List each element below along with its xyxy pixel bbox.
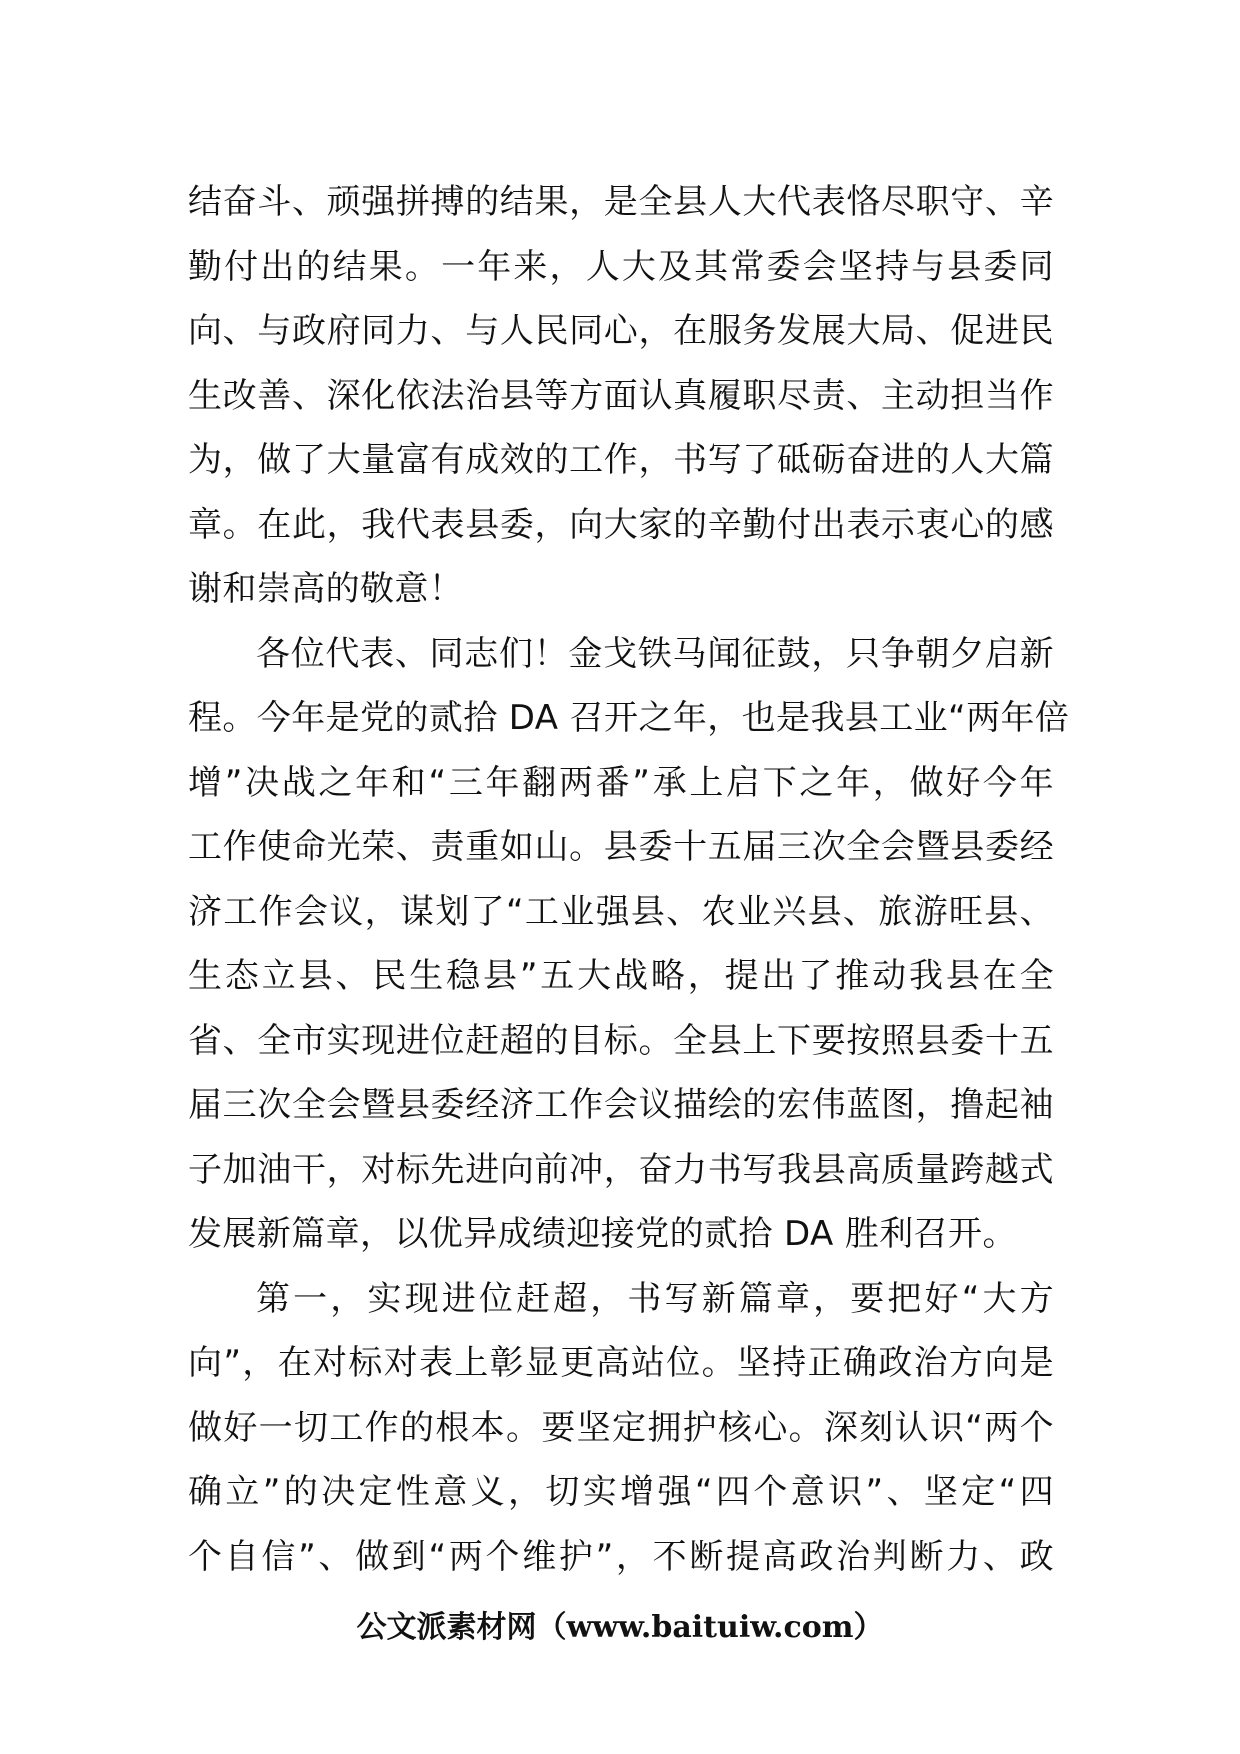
text-line: 向、与政府同力、与人民同心，在服务发展大局、促进民 — [188, 311, 1054, 351]
text-line: 子加油干，对标先进向前冲，奋力书写我县高质量跨越式 — [188, 1149, 1054, 1190]
text-line: 谢和崇高的敬意！ — [188, 569, 464, 609]
text-line: 为，做了大量富有成效的工作，书写了砥砺奋进的人大篇 — [188, 440, 1054, 480]
text-line: 届三次全会暨县委经济工作会议描绘的宏伟蓝图，撸起袖 — [188, 1085, 1054, 1125]
text-line: 发展新篇章，以优异成绩迎接党的贰拾 DA 胜利召开。 — [188, 1214, 1017, 1254]
document-body — [188, 170, 1070, 1589]
footer-watermark: 公文派素材网（www.baituiw.com） — [356, 1610, 884, 1645]
text-line: 生态立县、民生稳县”五大战略，提出了推动我县在全 — [188, 956, 1054, 996]
text-line: 结奋斗、顽强拼搏的结果，是全县人大代表恪尽职守、辛 — [188, 182, 1054, 222]
text-line: 勤付出的结果。一年来，人大及其常委会坚持与县委同 — [188, 246, 1054, 287]
text-line: 工作使命光荣、责重如山。县委十五届三次全会暨县委经 — [188, 827, 1054, 867]
text-line: 增”决战之年和“三年翻两番”承上启下之年，做好今年 — [188, 762, 1054, 803]
text-line: 个自信”、做到“两个维护”，不断提高政治判断力、政 — [188, 1536, 1054, 1577]
text-line: 生改善、深化依法治县等方面认真履职尽责、主动担当作 — [188, 375, 1054, 416]
text-line: 做好一切工作的根本。要坚定拥护核心。深刻认识“两个 — [188, 1407, 1054, 1448]
text-line: 向”，在对标对表上彰显更高站位。坚持正确政治方向是 — [188, 1343, 1054, 1383]
text-line: 程。今年是党的贰拾 DA 召开之年，也是我县工业“两年倍 — [188, 698, 1070, 738]
paragraph-start-line: 各位代表、同志们！金戈铁马闻征鼓，只争朝夕启新 — [256, 633, 1054, 674]
text-line: 确立”的决定性意义，切实增强“四个意识”、坚定“四 — [188, 1472, 1054, 1512]
text-line: 章。在此，我代表县委，向大家的辛勤付出表示衷心的感 — [188, 504, 1054, 545]
text-line: 省、全市实现进位赶超的目标。全县上下要按照县委十五 — [188, 1020, 1054, 1061]
text-line: 济工作会议，谋划了“工业强县、农业兴县、旅游旺县、 — [188, 891, 1054, 932]
paragraph-start-line: 第一，实现进位赶超，书写新篇章，要把好“大方 — [256, 1278, 1054, 1319]
